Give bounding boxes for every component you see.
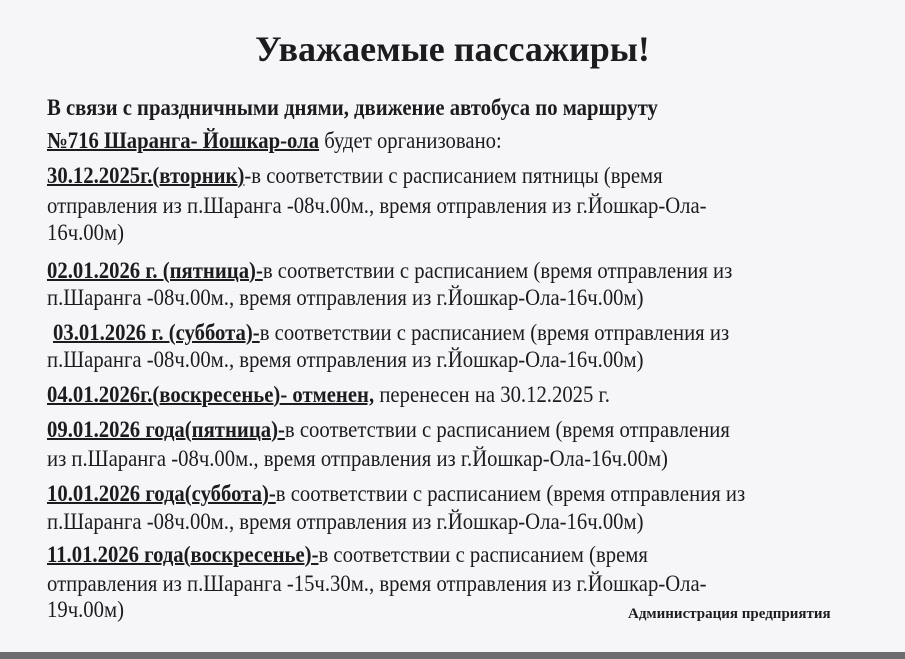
entry-line bbox=[47, 542, 648, 568]
entry-line: отправления из п.Шаранга -15ч.30м., время отправления из г.Йошкар-Ола- bbox=[47, 571, 707, 596]
entry-line: из п.Шаранга -08ч.00м., время отправления из г.Йошкар-Ола-16ч.00м) bbox=[47, 446, 668, 471]
entry-line bbox=[47, 481, 745, 507]
entry-date: 30.12.2025г.(вторник) bbox=[47, 163, 245, 188]
entry-line: отправления из п.Шаранга -08ч.00м., время отправления из г.Йошкар-Ола- bbox=[47, 193, 707, 218]
entry-text: в соответствии с расписанием (время отправления из bbox=[259, 320, 730, 345]
entry-line: 19ч.00м) bbox=[47, 597, 124, 622]
entry-line: п.Шаранга -08ч.00м., время отправления из г.Йошкар-Ола-16ч.00м) bbox=[47, 347, 644, 372]
entry-text: в соответствии с расписанием (время отправления из bbox=[275, 481, 746, 506]
entry-text: в соответствии с расписанием (время отправления bbox=[284, 417, 730, 442]
entry-date: 03.01.2026 г. (суббота)- bbox=[53, 320, 260, 345]
intro-line: В связи с праздничными днями, движение автобуса по маршруту bbox=[47, 95, 658, 120]
entry-text: в соответствии с расписанием (время bbox=[318, 542, 648, 567]
entry-line bbox=[47, 382, 610, 408]
entry-line: п.Шаранга -08ч.00м., время отправления из г.Йошкар-Ола-16ч.00м) bbox=[47, 509, 644, 534]
entry-text: в соответствии с расписанием (время отправления из bbox=[262, 258, 733, 283]
intro-rest: будет организовано: bbox=[319, 128, 502, 153]
entry-line bbox=[47, 417, 730, 443]
entry-date: 10.01.2026 года(суббота)- bbox=[47, 481, 276, 506]
entry-line: п.Шаранга -08ч.00м., время отправления из г.Йошкар-Ола-16ч.00м) bbox=[47, 285, 644, 310]
entry-date: 09.01.2026 года(пятница)- bbox=[47, 417, 285, 442]
entry-date: 11.01.2026 года(воскресенье)- bbox=[47, 542, 319, 567]
notice-title: Уважаемые пассажиры! bbox=[255, 29, 650, 69]
entry-line bbox=[53, 320, 729, 346]
entry-line: 16ч.00м) bbox=[47, 220, 124, 245]
signature: Администрация предприятия bbox=[628, 606, 831, 622]
entry-line bbox=[47, 258, 732, 284]
entry-date: 04.01.2026г.(воскресенье)- отменен, bbox=[47, 382, 375, 407]
route-name: №716 Шаранга- Йошкар-ола bbox=[47, 128, 320, 153]
entry-text: перенесен на 30.12.2025 г. bbox=[374, 382, 610, 407]
entry-date: 02.01.2026 г. (пятница)- bbox=[47, 258, 263, 283]
entry-line bbox=[47, 163, 663, 189]
entry-text: -в соответствии с расписанием пятницы (время bbox=[244, 163, 663, 188]
scan-edge bbox=[0, 652, 905, 659]
intro-line bbox=[47, 128, 502, 154]
